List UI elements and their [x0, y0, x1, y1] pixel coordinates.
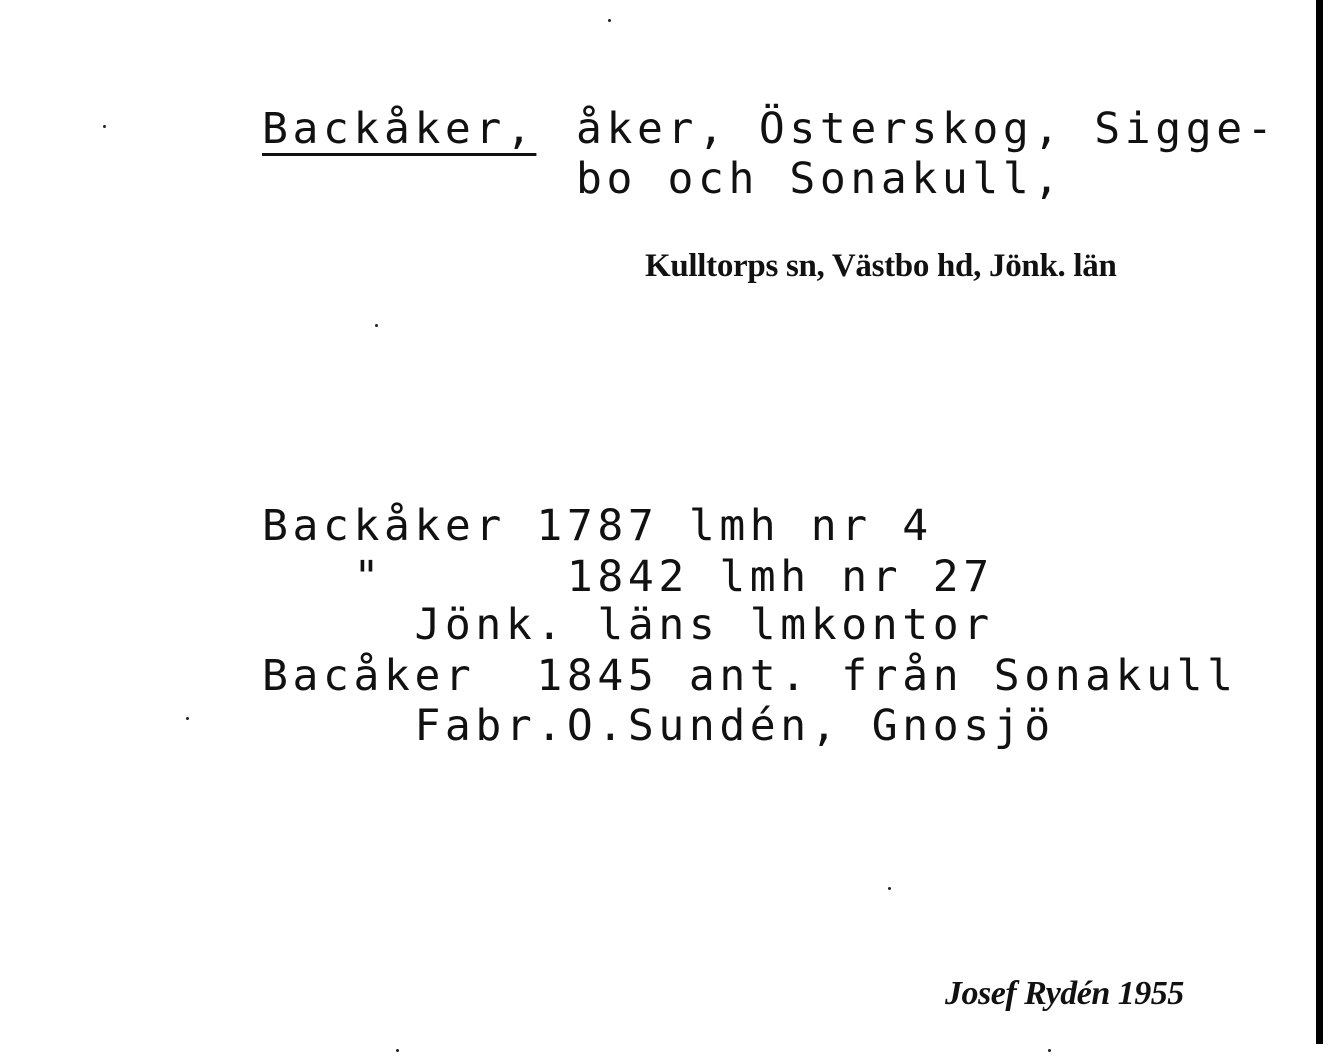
- entry-line: Backåker 1787 lmh nr 4: [262, 501, 933, 551]
- place-name-variants: åker, Österskog, Sigge-: [576, 104, 1278, 154]
- place-name-heading: Backåker,: [262, 104, 537, 154]
- scan-speck: [186, 717, 189, 720]
- author-signature: Josef Rydén 1955: [945, 975, 1184, 1012]
- place-name-variants-continued: bo och Sonakull,: [576, 154, 1064, 204]
- scan-speck: [396, 1049, 399, 1052]
- scan-speck: [608, 19, 611, 22]
- scan-speck: [103, 125, 106, 128]
- entry-line: Bacåker 1845 ant. från Sonakull: [262, 651, 1238, 701]
- parish-line: Kulltorps sn, Västbo hd, Jönk. län: [645, 248, 1117, 284]
- entry-line: Fabr.O.Sundén, Gnosjö: [262, 701, 1055, 751]
- scan-speck: [888, 887, 891, 890]
- scan-speck: [1048, 1049, 1051, 1052]
- entry-line: Jönk. läns lmkontor: [262, 600, 994, 650]
- card-edge-shadow: [1316, 0, 1323, 1044]
- scan-speck: [375, 324, 378, 327]
- entry-line: " 1842 lmh nr 27: [262, 552, 994, 602]
